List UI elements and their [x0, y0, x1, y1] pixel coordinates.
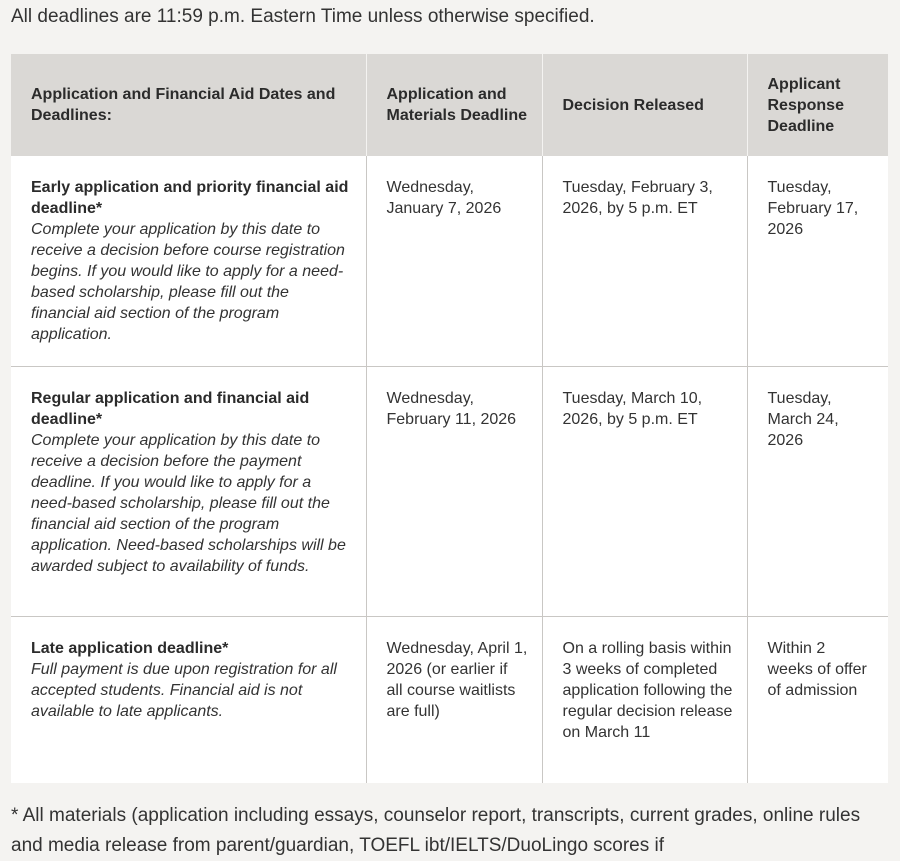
deadline-description: Complete your application by this date to receive a decision before the payment deadline. If you would like to apply for a need-based scholarship, please fill out the financial aid section of the program application. Need-based scholarships will be awarded subject to availability of funds. [31, 432, 346, 575]
response-deadline-cell: Within 2 weeks of offer of admission [747, 617, 888, 783]
header-deadline-type: Application and Financial Aid Dates and Deadlines: [11, 54, 366, 156]
response-deadline-cell: Tuesday, March 24, 2026 [747, 367, 888, 617]
deadline-type-cell [11, 617, 366, 783]
decision-released-cell: On a rolling basis within 3 weeks of completed application following the regular decision release on March 11 [542, 617, 747, 783]
table-row [11, 367, 888, 617]
response-deadline-cell: Tuesday, February 17, 2026 [747, 156, 888, 367]
header-materials-deadline: Application and Materials Deadline [366, 54, 542, 156]
materials-deadline-cell: Wednesday, January 7, 2026 [366, 156, 542, 367]
materials-footnote: * All materials (application including essays, counselor report, transcripts, current grades, online rules and media release from parent/guardian, TOEFL ibt/IELTS/DuoLingo scores if [11, 805, 861, 856]
table-row [11, 617, 888, 783]
deadline-type-cell [11, 156, 366, 367]
deadline-title: Late application deadline* [31, 640, 229, 657]
header-decision-released: Decision Released [542, 54, 747, 156]
deadline-timezone-note: All deadlines are 11:59 p.m. Eastern Time unless otherwise specified. [11, 6, 595, 27]
table-header-row [11, 54, 888, 156]
deadline-type-cell [11, 367, 366, 617]
header-response-deadline: Applicant Response Deadline [747, 54, 888, 156]
deadlines-table [11, 54, 888, 783]
deadline-title: Early application and priority financial aid deadline* [31, 179, 349, 217]
deadline-description: Complete your application by this date to receive a decision before course registration begins. If you would like to apply for a need-based scholarship, please fill out the financial aid section of the program application. [31, 221, 345, 343]
decision-released-cell: Tuesday, March 10, 2026, by 5 p.m. ET [542, 367, 747, 617]
deadline-description: Full payment is due upon registration for all accepted students. Financial aid is not available to late applicants. [31, 661, 337, 720]
decision-released-cell: Tuesday, February 3, 2026, by 5 p.m. ET [542, 156, 747, 367]
table-row [11, 156, 888, 367]
materials-deadline-cell: Wednesday, February 11, 2026 [366, 367, 542, 617]
deadline-title: Regular application and financial aid deadline* [31, 390, 310, 428]
materials-deadline-cell: Wednesday, April 1, 2026 (or earlier if all course waitlists are full) [366, 617, 542, 783]
